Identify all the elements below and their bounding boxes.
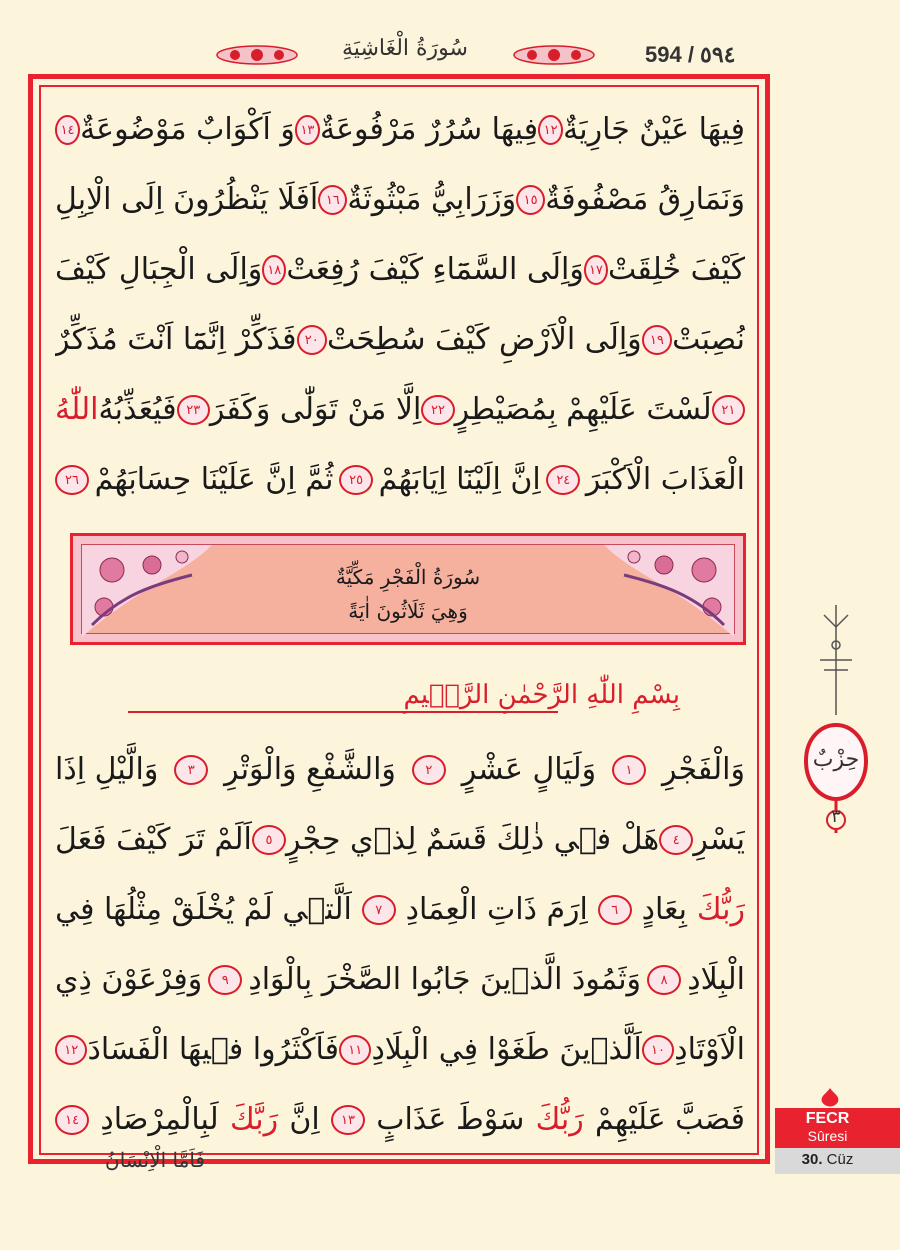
verse-line <box>55 735 745 805</box>
verse-number-marker: ٣ <box>174 755 208 785</box>
verse-number-marker: ٦ <box>598 895 632 925</box>
banner-floral-left-icon <box>82 545 212 637</box>
hizb-marker <box>800 715 872 835</box>
verse-text: فِيهَا عَيْنٌ جَارِيَةٌ <box>563 112 745 147</box>
verse-number-marker: ٨ <box>647 965 681 995</box>
verse-text: وَفِرْعَوْنَ ذِي <box>55 962 203 997</box>
verse-text: اِلَّا مَنْ تَوَلّٰى وَكَفَرَ <box>209 392 422 427</box>
verse-number-marker: ١٢ <box>55 1035 87 1065</box>
verse-number-marker: ١٢ <box>538 115 563 145</box>
surah-title: سُورَةُ الْغَاشِيَةِ <box>342 36 468 61</box>
verse-text: كَيْفَ خُلِقَتْ <box>607 252 745 287</box>
tab-juz <box>775 1151 880 1168</box>
verse-number-marker: ٢٣ <box>177 395 210 425</box>
verse-text: اِنَّ <box>289 1102 320 1137</box>
verse-text: اَفَلَا يَنْظُرُونَ اِلَى الْاِبِلِ <box>55 182 319 217</box>
verse-text: لَبِالْمِرْصَادِ <box>100 1102 219 1137</box>
verse-text: وَلَيَالٍ عَشْرٍ <box>461 752 597 787</box>
verse-text: وَالْفَجْرِ <box>661 752 745 787</box>
surah-tab <box>775 1108 900 1174</box>
verse-number-marker: ٤ <box>659 825 693 855</box>
left-ornament-icon <box>215 42 300 68</box>
verse-number-marker: ٢٦ <box>55 465 89 495</box>
verse-number-marker: ١٣ <box>295 115 320 145</box>
verse-line <box>55 375 745 445</box>
surah-banner <box>70 533 746 645</box>
verse-line <box>55 945 745 1015</box>
verse-text: الْبِلَادِ <box>687 962 745 997</box>
verse-text: وَزَرَابِيُّ مَبْثُوثَةٌ <box>347 182 517 217</box>
verse-text: اِنَّ اِلَيْنَٓا اِيَابَهُمْ <box>378 462 541 497</box>
catchword: فَاَمَّا الْاِنْسَانُ <box>105 1148 205 1172</box>
banner-verse-count: وَهِيَ ثَلَاثُونَ اٰيَةً <box>348 599 468 623</box>
right-ornament-icon <box>512 42 597 68</box>
verse-number-marker: ٩ <box>208 965 242 995</box>
verse-text: لَسْتَ عَلَيْهِمْ بِمُصَيْطِرٍ <box>454 392 712 427</box>
verse-text: وَنَمَارِقُ مَصْفُوفَةٌ <box>545 182 745 217</box>
divine-name-text: اللّٰهُ <box>55 392 99 427</box>
verse-line <box>55 95 745 165</box>
verse-number-marker: ١ <box>612 755 646 785</box>
verse-number-marker: ١١ <box>339 1035 371 1065</box>
verse-number-marker: ١٦ <box>318 185 347 215</box>
verse-text: فَصَبَّ عَلَيْهِمْ <box>594 1102 745 1137</box>
verse-text: بِعَادٍ <box>641 892 687 927</box>
verse-number-marker: ١٤ <box>55 1105 89 1135</box>
verse-text: وَالشَّفْعِ وَالْوَتْرِ <box>224 752 396 787</box>
verse-text: اَلَمْ تَرَ كَيْفَ فَعَلَ <box>55 822 252 857</box>
divine-name-text: رَبُّكَ <box>696 892 745 927</box>
verse-number-marker: ١٥ <box>516 185 545 215</box>
verse-line <box>55 1015 745 1085</box>
tab-juz-label: Cüz <box>826 1151 854 1168</box>
tab-surah-name: FECR <box>805 1110 850 1127</box>
verse-number-marker: ٢١ <box>712 395 745 425</box>
verse-text: فَيُعَذِّبُهُ <box>98 392 177 427</box>
verse-line <box>55 875 745 945</box>
verse-text: اِرَمَ ذَاتِ الْعِمَادِ <box>405 892 588 927</box>
verse-text: هَلْ فٖي ذٰلِكَ قَسَمٌ لِذٖي حِجْرٍ <box>285 822 660 857</box>
verse-text: وَاِلَى الْاَرْضِ كَيْفَ سُطِحَتْ <box>326 322 642 357</box>
verse-text: وَ اَكْوَابٌ مَوْضُوعَةٌ <box>80 112 295 147</box>
verse-number-marker: ١٧ <box>584 255 608 285</box>
banner-floral-right-icon <box>604 545 734 637</box>
tab-tulip-icon <box>820 1088 840 1110</box>
verse-line <box>55 165 745 235</box>
verse-text: وَاِلَى السَّمَٓاءِ كَيْفَ رُفِعَتْ <box>286 252 584 287</box>
verse-number-marker: ١٩ <box>642 325 672 355</box>
verse-number-marker: ٧ <box>362 895 396 925</box>
verse-text: الْعَذَابَ الْاَكْبَرَ <box>585 462 745 497</box>
verse-text: ثُمَّ اِنَّ عَلَيْنَا حِسَابَهُمْ <box>94 462 334 497</box>
verse-text: نُصِبَتْ <box>672 322 745 357</box>
verse-text: فَاَكْثَرُوا فٖيهَا الْفَسَادَ <box>87 1032 339 1067</box>
verse-number-marker: ١٤ <box>55 115 80 145</box>
verse-number-marker: ٢٢ <box>421 395 454 425</box>
verse-text: اَلَّذٖينَ طَغَوْا فِي الْبِلَادِ <box>371 1032 642 1067</box>
verse-number-marker: ٢٥ <box>339 465 373 495</box>
ghashiyah-verses <box>55 95 745 515</box>
verse-text: وَثَمُودَ الَّذٖينَ جَابُوا الصَّخْرَ بِالْوَادِ <box>248 962 642 997</box>
hizb-top-ornament-icon <box>810 605 862 715</box>
hizb-label: حِزْبٌ <box>812 747 860 772</box>
hizb-number: ٣ <box>831 806 841 827</box>
verse-text: سَوْطَ عَذَابٍ <box>376 1102 525 1137</box>
bismillah-underline <box>128 711 558 713</box>
verse-line <box>55 805 745 875</box>
verse-line <box>55 235 745 305</box>
verse-number-marker: ٢ <box>412 755 446 785</box>
verse-text: وَالَّيْلِ اِذَا <box>55 752 159 787</box>
verse-line <box>55 1085 745 1155</box>
verse-text: الْاَوْتَادِ <box>674 1032 745 1067</box>
banner-surah-name: سُورَةُ الْفَجْرِ مَكِّيَّةٌ <box>335 565 481 589</box>
verse-number-marker: ٥ <box>252 825 286 855</box>
verse-line <box>55 445 745 515</box>
verse-text: فِيهَا سُرُرٌ مَرْفُوعَةٌ <box>319 112 539 147</box>
tab-surah-sub: Sûresi <box>807 1128 848 1144</box>
divine-name-text: رَبُّكَ <box>535 1102 584 1137</box>
divine-name-text: رَبَّكَ <box>229 1102 279 1137</box>
verse-number-marker: ١٠ <box>642 1035 674 1065</box>
verse-number-marker: ١٨ <box>262 255 286 285</box>
fajr-verses <box>55 735 745 1155</box>
verse-text: فَذَكِّرْ اِنَّمَٓا اَنْتَ مُذَكِّرٌ <box>55 322 297 357</box>
verse-text: يَسْرِ <box>693 822 745 857</box>
verse-line <box>55 305 745 375</box>
tab-juz-number: 30. <box>801 1151 823 1168</box>
bismillah: بِسْمِ اللّٰهِ الرَّحْمٰنِ الرَّحٖيمِ <box>403 680 680 710</box>
verse-number-marker: ٢٤ <box>546 465 580 495</box>
verse-number-marker: ٢٠ <box>297 325 327 355</box>
verse-number-marker: ١٣ <box>331 1105 365 1135</box>
verse-text: وَاِلَى الْجِبَالِ كَيْفَ <box>55 252 263 287</box>
verse-text: اَلَّتٖي لَمْ يُخْلَقْ مِثْلُهَا فِي <box>55 892 352 927</box>
page-number: 594 / ٥٩٤ <box>645 42 736 67</box>
